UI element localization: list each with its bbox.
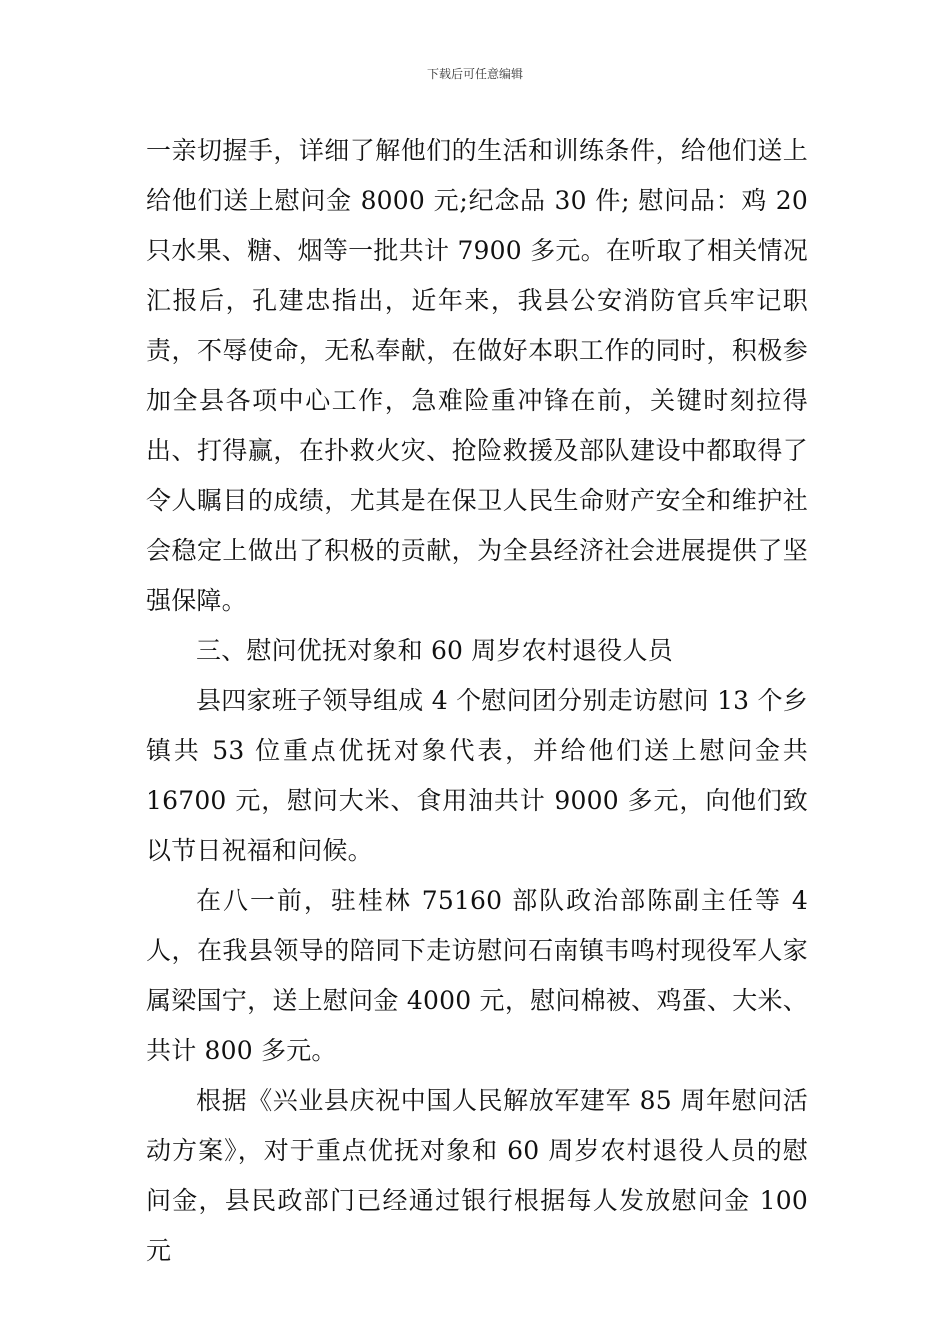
section-heading: 三、慰问优抚对象和 60 周岁农村退役人员 xyxy=(196,636,673,665)
paragraph-3: 在八一前，驻桂林 75160 部队政治部陈副主任等 4 人，在我县领导的陪同下走访慰问石南镇韦鸣村现役军人家属梁国宁，送上慰问金 4000 元，慰问棉被、鸡蛋、大米、共计 800 多元。 xyxy=(146,886,808,1065)
document-body xyxy=(146,126,808,1276)
paragraph-4: 根据《兴业县庆祝中国人民解放军建军 85 周年慰问活动方案》，对于重点优抚对象和 60 周岁农村退役人员的慰问金，县民政部门已经通过银行根据每人发放慰问金 100 元 xyxy=(146,1086,808,1265)
page-header: 下载后可任意编辑 xyxy=(426,67,523,81)
paragraph-1: 一亲切握手，详细了解他们的生活和训练条件，给他们送上给他们送上慰问金 8000 元;纪念品 30 件; 慰问品：鸡 20 只水果、糖、烟等一批共计 7900 多元。在听取了相关情况汇报后，孔建忠指出，近年来，我县公安消防官兵牢记职责，不辱使命，无私奉献，在做好本职工作的同时，积极参加全县各项中心工作，急难险重冲锋在前，关键时刻拉得出、打得赢，在扑救火灾、抢险救援及部队建设中都取得了令人瞩目的成绩，尤其是在保卫人民生命财产安全和维护社会稳定上做出了积极的贡献，为全县经济社会进展提供了坚强保障。 xyxy=(146,136,808,615)
paragraph-2: 县四家班子领导组成 4 个慰问团分别走访慰问 13 个乡镇共 53 位重点优抚对象代表，并给他们送上慰问金共 16700 元，慰问大米、食用油共计 9000 多元，向他们致以节日祝福和问候。 xyxy=(146,686,808,865)
